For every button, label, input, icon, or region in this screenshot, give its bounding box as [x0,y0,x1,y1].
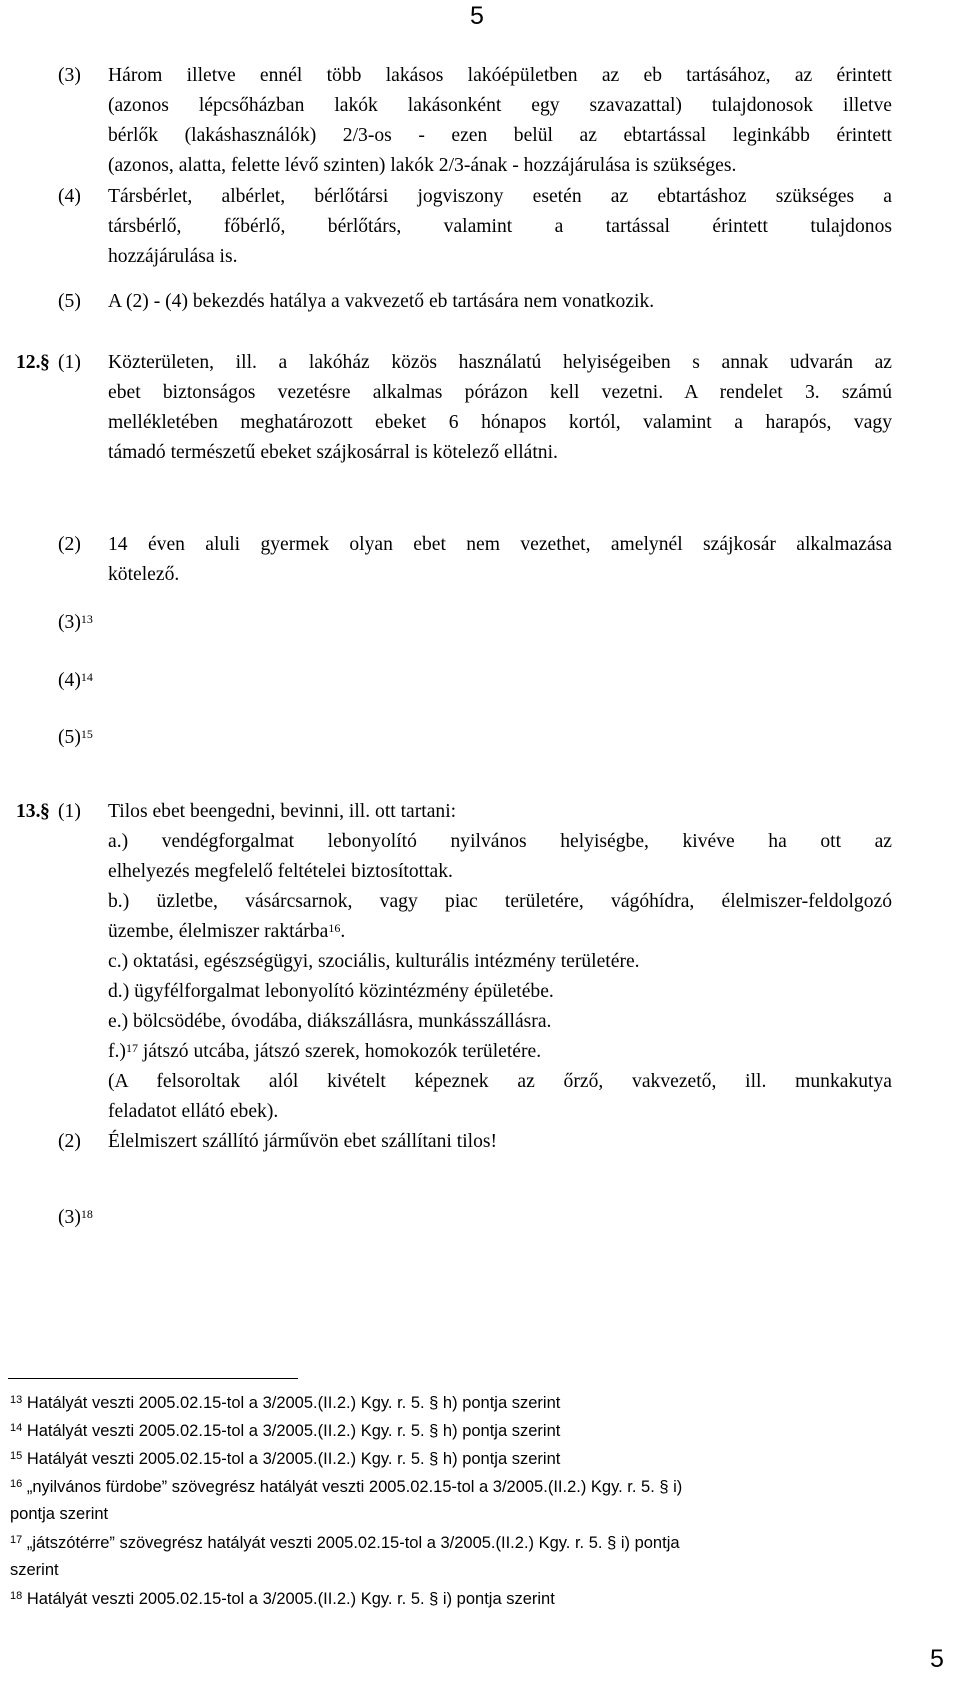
para-4-body [108,182,892,272]
footnote-ref-16[interactable]: 16 [328,921,341,935]
para-4-line: Társbérlet, albérlet, bérlőtársi jogviszony esetén az ebtartáshoz szükséges a [108,186,892,207]
footnote-text: pontja szerint [10,1505,109,1523]
list-item-f [108,1037,892,1067]
list-item-f-prefix: f.) [108,1041,126,1062]
para-4-number: (4) [58,186,81,207]
sec-13-p2-text: Élelmiszert szállító járművön ebet szállítani tilos! [108,1131,498,1152]
footnote-ref-14[interactable]: 14 [80,670,93,684]
footnote-separator [8,1378,298,1379]
section-13-number: 13. [16,801,41,822]
footnote-marker: 18 [10,1590,23,1602]
sec-12-p4 [58,666,93,696]
sec-13-p2-number: (2) [58,1131,81,1152]
para-3-line: Három illetve ennél több lakásos lakóépületben az eb tartásához, az érintett [108,65,892,86]
sec-13-p1-intro: Tilos ebet beengedni, bevinni, ill. ott tartani: [108,801,457,822]
footnote-marker: 15 [10,1450,23,1462]
footnote-text: Hatályát veszti 2005.02.15-tol a 3/2005.(II.2.) Kgy. r. 5. § h) pontja szerint [26,1450,561,1468]
sec-12-p2-line: kötelező. [108,564,180,585]
footnote-ref-18[interactable]: 18 [80,1207,93,1221]
list-item-b-cont [108,917,892,947]
para-3-line: (azonos, alatta, felette lévő szinten) lakók 2/3-ának - hozzájárulása is szükséges. [108,155,737,176]
sec-13-p3 [58,1203,93,1233]
sec-12-p3 [58,608,93,638]
sec-12-p3-number: (3) [58,612,81,633]
footnote-marker: 16 [10,1478,23,1490]
list-item-a-cont: elhelyezés megfelelő feltételei biztosítottak. [108,861,453,882]
footnote-text: szerint [10,1561,59,1579]
sec-12-p5-number: (5) [58,727,81,748]
sec-12-p2-line: 14 éven aluli gyermek olyan ebet nem vezethet, amelynél szájkosár alkalmazása [108,534,892,555]
list-item-b-text: üzembe, élelmiszer raktárba [108,921,329,942]
sec-12-p1-line: ebet biztonságos vezetésre alkalmas pórázon kell vezetni. A rendelet 3. számú [108,382,892,403]
footnote-text: „nyilvános fürdobe” szövegrész hatályát veszti 2005.02.15-tol a 3/2005.(II.2.) Kgy. r. 5. § i) [26,1478,683,1496]
exception-note: (A felsoroltak alól kivételt képeznek az őrző, vakvezető, ill. munkakutya [108,1071,892,1092]
exception-note-cont: feladatot ellátó ebek). [108,1101,279,1122]
sec-12-p2-body [108,530,892,590]
footnote-text: Hatályát veszti 2005.02.15-tol a 3/2005.(II.2.) Kgy. r. 5. § h) pontja szerint [26,1422,561,1440]
list-item-a: a.) vendégforgalmat lebonyolító nyilvános helyiségbe, kivéve ha ott az [108,831,892,852]
para-3-body [108,61,892,181]
list-item-b: b.) üzletbe, vásárcsarnok, vagy piac területére, vágóhídra, élelmiszer-feldolgozó [108,891,892,912]
para-3-line: (azonos lépcsőházban lakók lakásonként egy szavazattal) tulajdonosok illetve [108,95,892,116]
footnote-14 [10,1418,560,1445]
footnote-text: „játszótérre” szövegrész hatályát veszti 2005.02.15-tol a 3/2005.(II.2.) Kgy. r. 5. § i) pontja [26,1534,680,1552]
footnote-17 [10,1530,940,1584]
sec-12-p1-line: mellékletében meghatározott ebeket 6 hónapos kortól, valamint a harapós, vagy [108,412,892,433]
sec-13-p3-number: (3) [58,1207,81,1228]
list-item-d: d.) ügyfélforgalmat lebonyolító közintézmény épületébe. [108,981,554,1002]
page-number-bottom: 5 [930,1645,944,1673]
section-12-number: 12. [16,352,41,373]
footnote-ref-13[interactable]: 13 [80,612,93,626]
list-item-f-text: játszó utcába, játszó szerek, homokozók területére. [142,1041,542,1062]
sec-12-p1-number: (1) [58,352,81,373]
footnote-marker: 17 [10,1534,23,1546]
sec-12-p1-line: Közterületen, ill. a lakóház közös használatú helyiségeiben s annak udvarán az [108,352,892,373]
sec-12-p1-body [108,348,892,468]
sec-12-p2-number: (2) [58,534,81,555]
para-5-number: (5) [58,291,81,312]
section-sign: § [40,352,50,373]
sec-13-p1-body [108,797,892,1127]
para-4-line: hozzájárulása is. [108,246,238,267]
sec-12-p5 [58,723,93,753]
para-5-text: A (2) - (4) bekezdés hatálya a vakvezető eb tartására nem vonatkozik. [108,291,655,312]
section-sign: § [40,801,50,822]
list-item-e: e.) bölcsödébe, óvodába, diákszállásra, munkásszállásra. [108,1011,552,1032]
footnote-text: Hatályát veszti 2005.02.15-tol a 3/2005.(II.2.) Kgy. r. 5. § h) pontja szerint [26,1394,561,1412]
list-item-b-end: . [340,921,346,942]
footnote-marker: 13 [10,1394,23,1406]
footnote-ref-15[interactable]: 15 [80,727,93,741]
page-number-top: 5 [470,2,484,30]
sec-12-p1-line: támadó természetű ebeket szájkosárral is kötelező ellátni. [108,442,558,463]
list-item-c: c.) oktatási, egészségügyi, szociális, kulturális intézmény területére. [108,951,640,972]
footnote-ref-17[interactable]: 17 [125,1041,138,1055]
para-3-number: (3) [58,65,81,86]
footnote-15 [10,1446,560,1473]
footnote-marker: 14 [10,1422,23,1434]
sec-13-p1-number: (1) [58,801,81,822]
para-4-line: társbérlő, főbérlő, bérlőtárs, valamint a tartással érintett tulajdonos [108,216,892,237]
footnote-16 [10,1474,940,1528]
para-3-line: bérlők (lakáshasználók) 2/3-os - ezen belül az ebtartással leginkább érintett [108,125,892,146]
sec-12-p4-number: (4) [58,670,81,691]
footnote-text: Hatályát veszti 2005.02.15-tol a 3/2005.(II.2.) Kgy. r. 5. § i) pontja szerint [26,1590,555,1608]
footnote-13 [10,1390,560,1417]
footnote-18 [10,1586,555,1613]
